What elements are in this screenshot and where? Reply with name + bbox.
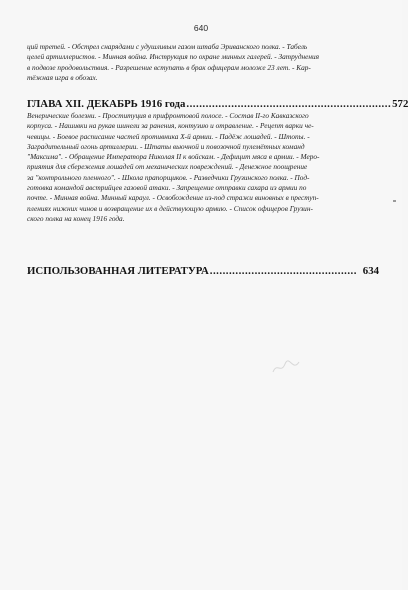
summary-line: Заградительный огонь артиллерии. - Штаты вьючной и повозочной пулемётных команд [27,141,305,151]
chapter-12-summary [27,111,379,224]
page-number: 640 [193,23,209,33]
toc-leader-dots: .............................................. [209,265,357,277]
summary-line: корпуса. - Нашивки на рукав шинели за ранения, контузию и отравление. - Рецепт варки че- [27,121,314,131]
summary-line: за "контрольного пленного". - Школа прапорщиков. - Разведчики Грузинского полка. - Под- [27,172,310,182]
toc-entry-title: ИСПОЛЬЗОВАННАЯ ЛИТЕРАТУРА [27,265,209,277]
summary-line: готовка командой австрийцев газовой атаки. - Запрещение отправки сахара из армии по [27,183,307,193]
summary-line: чевицы. - Боевое расписание частей противника Х-й армии. - Падёж лошадей. - Штопы. - [27,131,310,141]
toc-entry-title: ГЛАВА XII. ДЕКАБРЬ 1916 года [27,98,186,110]
summary-line: ций третей. - Обстрел снарядами с удушливым газом штаба Эриванского полка. - Табель [27,42,308,51]
margin-mark [393,200,396,202]
summary-line: приятия для сбережения лошадей от механических повреждений. - Денежное поощрение [27,162,308,172]
summary-line: тёжная игра в обозах. [27,72,98,82]
toc-entry-chapter-12 [27,98,408,110]
summary-line: почте. - Минная война. Минный караул. - Освобождение из-под стражи виновных в преступ- [27,193,319,203]
summary-line: плениях нижних чинов и возвращение их в действующую армию. - Список офицеров Грузин- [27,203,313,213]
toc-entry-page: 572 [392,98,408,110]
toc-entry-page: 634 [362,265,379,277]
toc-leader-dots: ................................................................ [186,98,392,110]
summary-line: "Максима". - Обращение Императора Николая II к войскам. - Дефицит мяса в армии. - Меро- [27,152,320,162]
toc-entry-literature [27,265,379,277]
summary-line: в подвозе продовольствия. - Разрешение вступать в брак офицерам моложе 23 лет. - Кар- [27,62,311,72]
summary-line: Венерические болезни. - Проституция в прифронтовой полосе. - Состав II-го Кавказского [27,111,309,120]
chapter-11-summary-continued [27,42,379,83]
summary-line: целей артиллеристов. - Минная война. Инструкция по охране минных галерей. - Затруднения [27,52,320,62]
summary-line: ского полка на конец 1916 года. [27,213,125,223]
faint-pencil-mark [271,358,301,376]
